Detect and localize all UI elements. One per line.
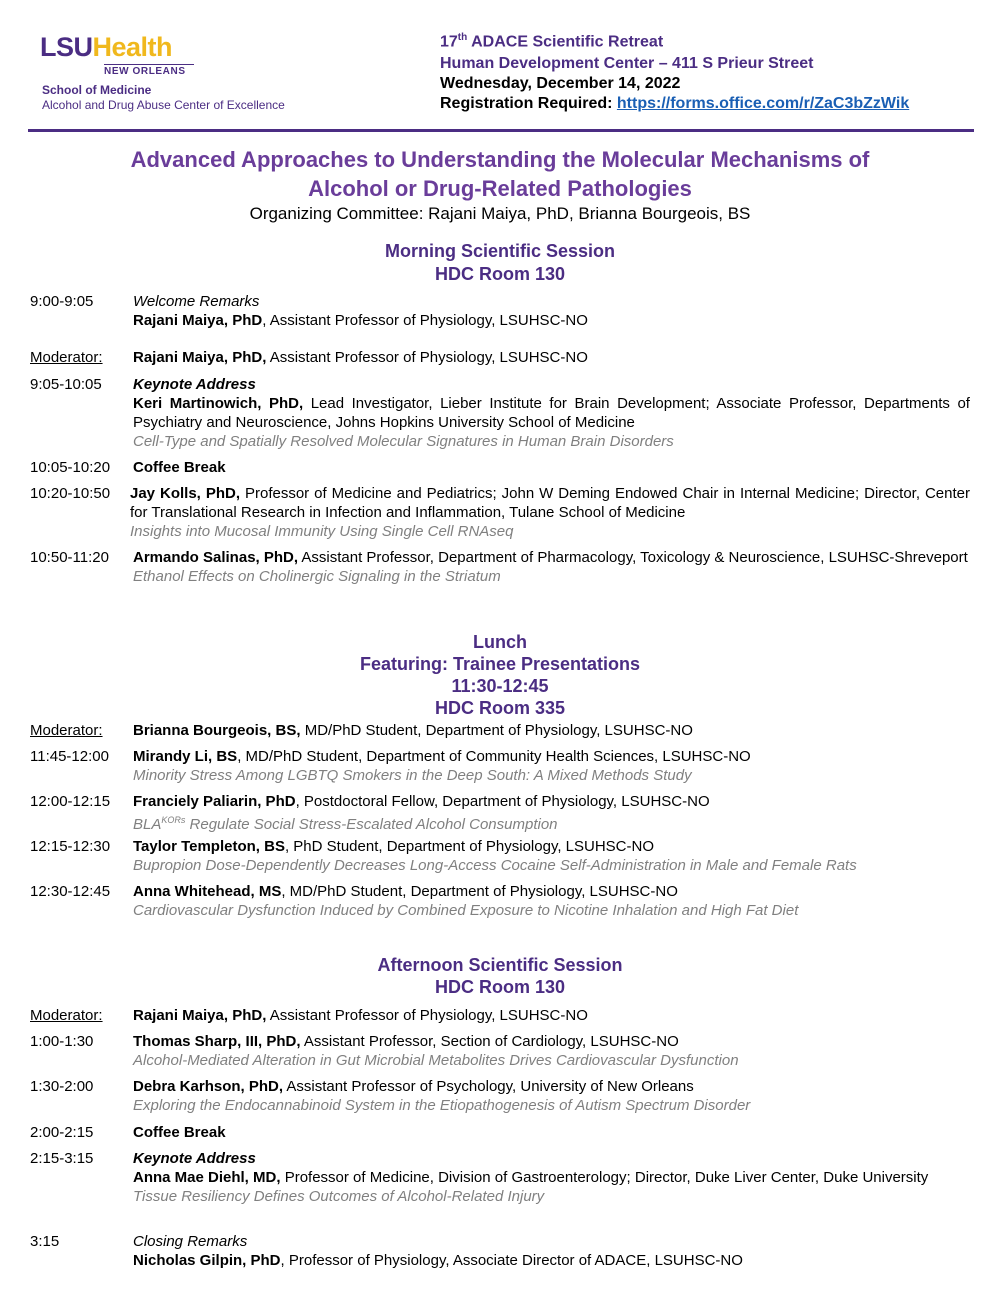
program-title-line1: Advanced Approaches to Understanding the Molecular Mechanisms of bbox=[130, 147, 870, 172]
speaker-affiliation: Assistant Professor of Physiology, LSUHSC-NO bbox=[266, 1007, 588, 1024]
talk-title: Tissue Resiliency Defines Outcomes of Alcohol-Related Injury bbox=[133, 1188, 545, 1205]
break-label: Coffee Break bbox=[133, 1124, 226, 1141]
speaker-affiliation: Assistant Professor, Section of Cardiology, LSUHSC-NO bbox=[300, 1033, 679, 1050]
agenda-time: 12:00-12:15 bbox=[30, 793, 111, 810]
registration-link[interactable]: https://forms.office.com/r/ZaC3bZzWik bbox=[616, 95, 910, 112]
agenda-time: 12:15-12:30 bbox=[30, 838, 111, 855]
program-title-line2: Alcohol or Drug-Related Pathologies bbox=[308, 176, 692, 201]
talk-title: Exploring the Endocannabinoid System in the Etiopathogenesis of Autism Spectrum Disorder bbox=[133, 1097, 751, 1114]
agenda-time: Moderator: bbox=[30, 722, 103, 739]
agenda-time: Moderator: bbox=[30, 1007, 103, 1024]
afternoon-session-room: HDC Room 130 bbox=[434, 977, 566, 997]
speaker-name: Rajani Maiya, PhD bbox=[133, 312, 263, 329]
agenda-time: 9:05-10:05 bbox=[30, 376, 102, 393]
talk-title-superscript: KORs bbox=[161, 815, 186, 825]
talk-title-rest: Regulate Social Stress-Escalated Alcohol Consumption bbox=[185, 816, 558, 833]
agenda-time: 10:05-10:20 bbox=[30, 459, 111, 476]
retreat-number: 17 bbox=[440, 33, 458, 51]
speaker-name: Rajani Maiya, PhD, bbox=[133, 1007, 267, 1024]
event-location: Human Development Center – 411 S Prieur Street bbox=[440, 55, 814, 72]
speaker-affiliation: , MD/PhD Student, Department of Physiology, LSUHSC-NO bbox=[281, 883, 678, 900]
agenda-time: 10:50-11:20 bbox=[30, 549, 109, 566]
talk-title: Minority Stress Among LGBTQ Smokers in the Deep South: A Mixed Methods Study bbox=[133, 767, 692, 784]
retreat-title bbox=[440, 28, 663, 52]
registration-label: Registration Required: bbox=[440, 95, 617, 112]
agenda-time: 1:00-1:30 bbox=[30, 1033, 94, 1050]
speaker-affiliation: Assistant Professor, Department of Pharmacology, Toxicology & Neuroscience, LSUHSC-Shreveport bbox=[298, 549, 968, 566]
logo-lsu-text: LSU bbox=[40, 32, 93, 62]
agenda-time: 11:45-12:00 bbox=[30, 748, 109, 765]
lunch-featuring: Featuring: Trainee Presentations bbox=[359, 654, 641, 674]
afternoon-session-title: Afternoon Scientific Session bbox=[377, 955, 623, 975]
talk-title: Alcohol-Mediated Alteration in Gut Microbial Metabolites Drives Cardiovascular Dysfunction bbox=[133, 1052, 739, 1069]
agenda-time: 10:20-10:50 bbox=[30, 485, 111, 502]
speaker-affiliation: , Assistant Professor of Physiology, LSUHSC-NO bbox=[262, 312, 588, 329]
speaker-affiliation: Professor of Medicine, Division of Gastroenterology; Director, Duke Liver Center, Duke University bbox=[280, 1169, 929, 1186]
speaker-name: Keri Martinowich, PhD, bbox=[133, 395, 304, 412]
speaker-name: Taylor Templeton, BS bbox=[133, 838, 285, 855]
speaker-affiliation: , PhD Student, Department of Physiology, LSUHSC-NO bbox=[284, 838, 655, 855]
talk-title-prefix: BLA bbox=[133, 816, 162, 833]
speaker-affiliation: MD/PhD Student, Department of Physiology, LSUHSC-NO bbox=[300, 722, 693, 739]
talk-title: Ethanol Effects on Cholinergic Signaling in the Striatum bbox=[133, 568, 501, 585]
speaker-affiliation: Lead Investigator, Lieber Institute for Brain Development; Associate Professor, Departments of Psychiatry and Neuroscience, Johns Hopkins University School of Medicine bbox=[133, 395, 970, 431]
speaker-affiliation: Assistant Professor of Psychology, University of New Orleans bbox=[283, 1078, 694, 1095]
speaker-name: Jay Kolls, PhD, bbox=[130, 485, 240, 502]
school-name: School of Medicine bbox=[42, 83, 152, 97]
header-divider bbox=[28, 129, 974, 132]
agenda-time: Moderator: bbox=[30, 349, 103, 366]
speaker-name: Brianna Bourgeois, BS, bbox=[133, 722, 301, 739]
agenda-time: 3:15 bbox=[30, 1233, 60, 1250]
talk-title: Bupropion Dose-Dependently Decreases Long-Access Cocaine Self-Administration in Male and Female Rats bbox=[133, 857, 857, 874]
agenda-label: Closing Remarks bbox=[133, 1233, 248, 1250]
event-date: Wednesday, December 14, 2022 bbox=[440, 75, 681, 92]
speaker-name: Armando Salinas, PhD, bbox=[133, 549, 299, 566]
speaker-affiliation: , Professor of Physiology, Associate Director of ADACE, LSUHSC-NO bbox=[280, 1252, 743, 1269]
registration-line bbox=[440, 94, 909, 114]
retreat-suffix: th bbox=[457, 32, 468, 43]
speaker-name: Anna Mae Diehl, MD, bbox=[133, 1169, 281, 1186]
agenda-time: 2:00-2:15 bbox=[30, 1124, 94, 1141]
speaker-affiliation: Assistant Professor of Physiology, LSUHSC-NO bbox=[266, 349, 588, 366]
break-label: Coffee Break bbox=[133, 459, 226, 476]
speaker-name: Rajani Maiya, PhD, bbox=[133, 349, 267, 366]
lunch-room: HDC Room 335 bbox=[434, 698, 566, 718]
talk-title: Insights into Mucosal Immunity Using Single Cell RNAseq bbox=[130, 523, 514, 540]
logo-new-orleans: NEW ORLEANS bbox=[104, 66, 186, 77]
agenda-time: 9:00-9:05 bbox=[30, 293, 94, 310]
center-name: Alcohol and Drug Abuse Center of Excellence bbox=[42, 98, 285, 112]
speaker-name: Anna Whitehead, MS bbox=[133, 883, 282, 900]
agenda-label: Keynote Address bbox=[133, 376, 256, 393]
logo-health-text: Health bbox=[92, 32, 173, 62]
lunch-time: 11:30-12:45 bbox=[451, 676, 549, 696]
agenda-time: 2:15-3:15 bbox=[30, 1150, 94, 1167]
agenda-time: 12:30-12:45 bbox=[30, 883, 111, 900]
speaker-affiliation: , Postdoctoral Fellow, Department of Physiology, LSUHSC-NO bbox=[295, 793, 710, 810]
speaker-name: Nicholas Gilpin, PhD bbox=[133, 1252, 281, 1269]
talk-title: Cell-Type and Spatially Resolved Molecular Signatures in Human Brain Disorders bbox=[133, 433, 674, 450]
logo-divider bbox=[104, 64, 194, 65]
lunch-title: Lunch bbox=[473, 632, 527, 652]
organizing-committee: Organizing Committee: Rajani Maiya, PhD, Brianna Bourgeois, BS bbox=[249, 204, 751, 223]
retreat-title-rest: ADACE Scientific Retreat bbox=[467, 33, 664, 51]
speaker-name: Franciely Paliarin, PhD bbox=[133, 793, 296, 810]
speaker-affiliation: , MD/PhD Student, Department of Community Health Sciences, LSUHSC-NO bbox=[237, 748, 751, 765]
talk-title bbox=[133, 811, 970, 834]
speaker-name: Thomas Sharp, III, PhD, bbox=[133, 1033, 301, 1050]
speaker-name: Mirandy Li, BS bbox=[133, 748, 238, 765]
morning-session-room: HDC Room 130 bbox=[434, 264, 566, 284]
agenda-label: Welcome Remarks bbox=[133, 293, 260, 310]
speaker-affiliation: Professor of Medicine and Pediatrics; John W Deming Endowed Chair in Internal Medicine; Director, Center for Translational Research in Infection and Inflammation, Tulane School of Medicine bbox=[130, 485, 970, 521]
agenda-label: Keynote Address bbox=[133, 1150, 256, 1167]
talk-title: Cardiovascular Dysfunction Induced by Combined Exposure to Nicotine Inhalation and High Fat Diet bbox=[133, 902, 799, 919]
agenda-time: 1:30-2:00 bbox=[30, 1078, 94, 1095]
speaker-name: Debra Karhson, PhD, bbox=[133, 1078, 284, 1095]
morning-session-title: Morning Scientific Session bbox=[384, 241, 616, 261]
lsu-health-logo bbox=[40, 32, 172, 62]
